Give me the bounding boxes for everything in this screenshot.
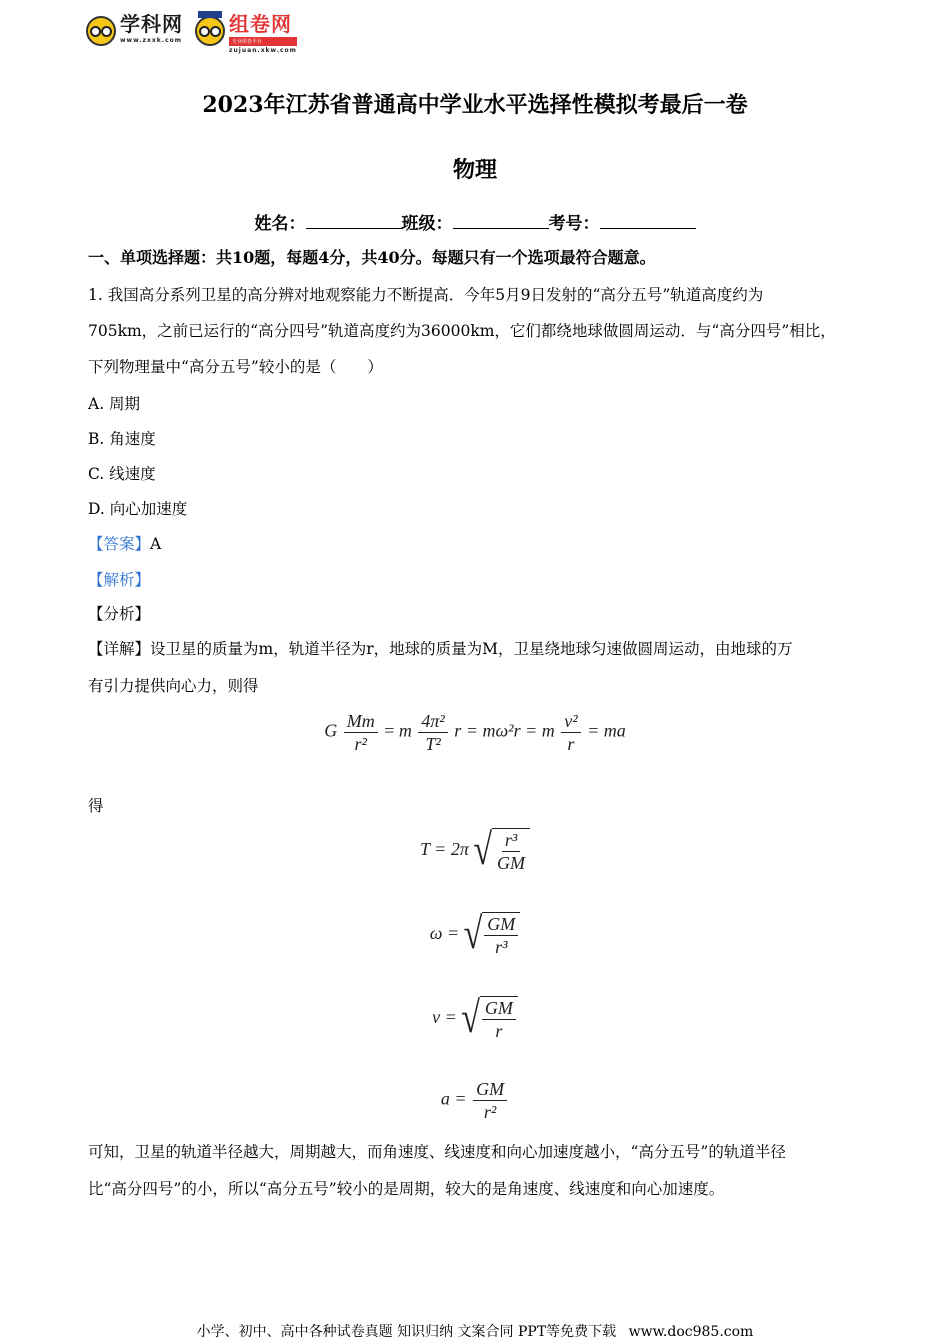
answer-tag: 【答案】 bbox=[88, 535, 151, 553]
eq-main-t2: T² bbox=[425, 734, 441, 754]
eq-a-den: r² bbox=[483, 1102, 497, 1122]
eq-t-lhs: T = 2π bbox=[419, 839, 469, 860]
radical-icon: √ bbox=[461, 994, 480, 1043]
eq-omega-den: r³ bbox=[495, 937, 508, 957]
detail-line2: 有引力提供向心力，则得 bbox=[88, 677, 259, 695]
sqrt-omega bbox=[464, 912, 521, 958]
eq-v-num: GM bbox=[482, 997, 516, 1020]
de-word: 得 bbox=[88, 797, 104, 815]
eq-main-eq: = bbox=[384, 720, 395, 741]
option-b: B. 角速度 bbox=[88, 430, 156, 448]
equation-omega bbox=[0, 912, 950, 958]
number-blank[interactable] bbox=[600, 210, 696, 229]
analysis-tag: 【解析】 bbox=[88, 571, 151, 589]
answer-value: A bbox=[150, 535, 162, 553]
logo1-url: www.zxxk.com bbox=[120, 37, 182, 44]
question-stem-line1: 1. 我国高分系列卫星的高分辨对地观察能力不断提高．今年5月9日发射的“高分五号”轨道高度约为 bbox=[88, 286, 764, 304]
sqrt-v bbox=[461, 996, 518, 1042]
detail-tag: 【详解】 bbox=[88, 640, 151, 658]
logo2-url: zujuan.xkw.com bbox=[229, 47, 297, 54]
eq-t-num: r³ bbox=[502, 829, 520, 852]
page-footer bbox=[0, 1322, 950, 1342]
zujuan-logo[interactable] bbox=[195, 12, 297, 54]
graduate-mascot-icon bbox=[195, 16, 225, 46]
frac-4pi2-t2 bbox=[418, 710, 447, 755]
class-blank[interactable] bbox=[453, 210, 549, 229]
eq-v-lhs: v = bbox=[432, 1007, 457, 1028]
eq-main-r: r bbox=[454, 720, 462, 741]
equation-acceleration bbox=[0, 1078, 950, 1123]
eq-main-ma: = ma bbox=[587, 720, 626, 741]
logo1-name: 学科网 bbox=[120, 12, 183, 36]
eq-main-m: m bbox=[398, 720, 412, 741]
name-label: 姓名： bbox=[254, 214, 306, 234]
exam-title: 2023年江苏省普通高中学业水平选择性模拟考最后一卷 bbox=[202, 92, 748, 118]
equation-velocity bbox=[0, 996, 950, 1042]
header-logos bbox=[86, 12, 309, 56]
eq-a-num: GM bbox=[473, 1078, 507, 1101]
detail-line1 bbox=[88, 637, 863, 661]
analyze-tag: 【分析】 bbox=[88, 605, 151, 623]
eq-t-den: GM bbox=[497, 853, 526, 873]
detail-text1: 设卫星的质量为m，轨道半径为r，地球的质量为M，卫星绕地球匀速做圆周运动，由地球的万 bbox=[150, 640, 793, 658]
frac-v2-r bbox=[561, 710, 580, 755]
frac-mm-r2 bbox=[344, 710, 378, 755]
conclusion-line1: 可知，卫星的轨道半径越大，周期越大，而角速度、线速度和向心加速度越小，“高分五号”的轨道半径 bbox=[88, 1143, 786, 1161]
frac-a bbox=[473, 1078, 507, 1123]
radical-icon: √ bbox=[473, 826, 493, 875]
eq-main-g: G bbox=[324, 720, 338, 741]
sqrt-t bbox=[473, 828, 530, 874]
eq-main-momega: = mω²r = m bbox=[465, 720, 555, 741]
eq-main-rden: r bbox=[567, 734, 575, 754]
section-heading: 一、单项选择题：共10题，每题4分，共40分。每题只有一个选项最符合题意。 bbox=[88, 248, 656, 267]
exam-subject: 物理 bbox=[452, 157, 497, 183]
name-blank[interactable] bbox=[306, 210, 402, 229]
radical-icon: √ bbox=[463, 910, 483, 959]
logo2-tag: 专业组卷平台 bbox=[229, 37, 297, 46]
question-stem-line3: 下列物理量中“高分五号”较小的是（ ） bbox=[88, 358, 383, 376]
eq-v-den: r bbox=[495, 1021, 503, 1041]
option-c: C. 线速度 bbox=[88, 465, 156, 483]
equation-period bbox=[0, 828, 950, 874]
class-label: 班级： bbox=[401, 214, 453, 234]
question-stem-line2: 705km，之前已运行的“高分四号”轨道高度约为36000km，它们都绕地球做圆周运动．与“高分四号”相比， bbox=[88, 322, 836, 340]
logo2-name: 组卷网 bbox=[229, 12, 292, 36]
eq-omega-lhs: ω = bbox=[429, 923, 460, 944]
option-a: A. 周期 bbox=[88, 395, 141, 413]
mascot-icon bbox=[86, 16, 116, 46]
footer-text: 小学、初中、高中各种试卷真题 知识归纳 文案合同 PPT等免费下载 bbox=[196, 1324, 617, 1340]
eq-main-v2: v² bbox=[561, 710, 580, 733]
number-label: 考号： bbox=[548, 214, 600, 234]
eq-omega-num: GM bbox=[484, 913, 518, 936]
eq-main-r2: r² bbox=[354, 734, 367, 754]
option-d: D. 向心加速度 bbox=[88, 500, 188, 518]
eq-a-lhs: a = bbox=[440, 1088, 467, 1109]
zxxk-logo[interactable] bbox=[86, 12, 183, 46]
answer-line bbox=[88, 532, 863, 556]
equation-main bbox=[0, 710, 950, 755]
conclusion-line2: 比“高分四号”的小，所以“高分五号”较小的是周期，较大的是角速度、线速度和向心加速度。 bbox=[88, 1180, 725, 1198]
footer-url[interactable]: www.doc985.com bbox=[628, 1324, 754, 1340]
student-info-line bbox=[0, 210, 950, 236]
eq-main-mm: Mm bbox=[344, 710, 378, 733]
eq-main-4pi2: 4π² bbox=[418, 710, 447, 733]
